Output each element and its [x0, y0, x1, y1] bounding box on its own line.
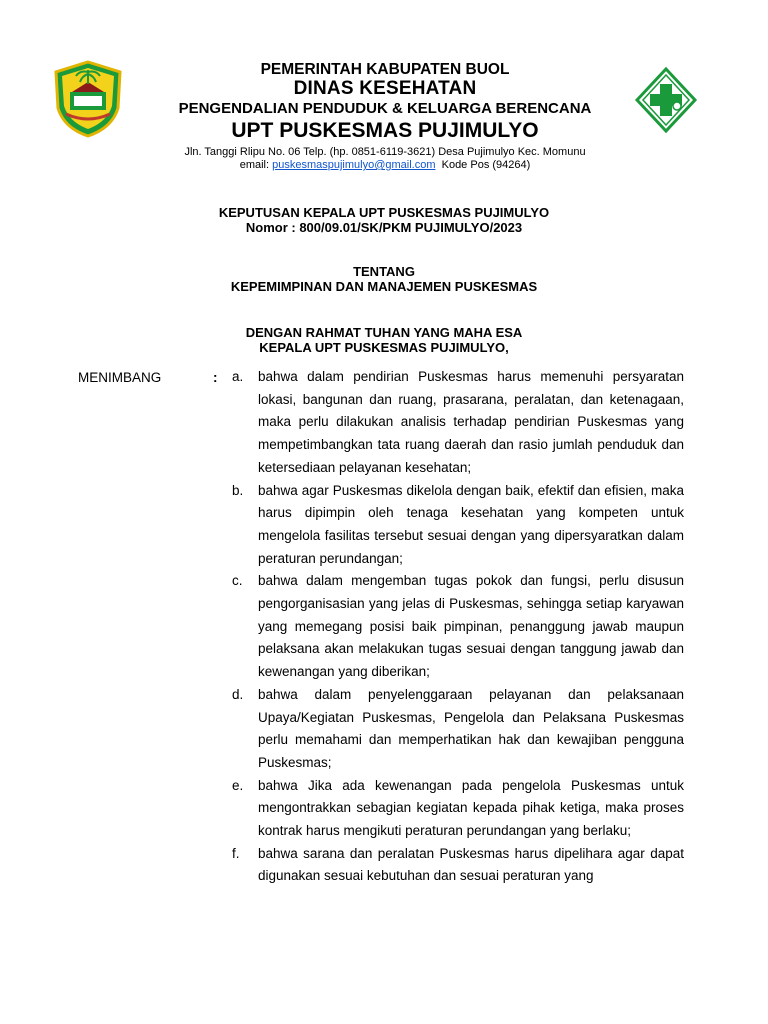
item-text: bahwa Jika ada kewenangan pada pengelola Puskesmas untuk mengontrakkan sebagian kegiatan kepada pihak ketiga, maka proses kontrak harus mengikuti peraturan perundangan yang berlaku; — [258, 777, 684, 839]
decree-number: Nomor : 800/09.01/SK/PKM PUJIMULYO/2023 — [245, 220, 523, 235]
address-line: Jln. Tanggi Rlipu No. 06 Telp. (hp. 0851-6119-3621) Desa Pujimulyo Kec. Momunu — [184, 146, 586, 158]
item-marker: e. — [232, 777, 244, 793]
list-item — [232, 684, 684, 775]
contact-line — [130, 159, 640, 172]
institution-name: UPT PUSKESMAS PUJIMULYO — [231, 119, 539, 142]
puskesmas-cross-icon — [633, 66, 699, 134]
email-link[interactable]: puskesmaspujimulyo@gmail.com — [272, 159, 436, 171]
list-item — [232, 843, 684, 888]
item-marker: f. — [232, 845, 240, 861]
item-text: bahwa agar Puskesmas dikelola dengan baik, efektif dan efisien, maka harus dipimpin oleh tenaga kesehatan yang kompeten untuk mengelola fasilitas tersebut sesuai dengan yang dipersyaratkan dalam peraturan perundangan; — [258, 482, 684, 566]
decree-heading — [0, 205, 768, 235]
item-text: bahwa dalam mengemban tugas pokok dan fungsi, perlu disusun pengorganisasian yang jelas di Puskesmas, sehingga setiap karyawan yang memegang posisi baik pimpinan, penanggung jawab maupun pelaksana akan melakukan tugas sesuai dengan tanggung jawab dan kewenangan yang diberikan; — [258, 573, 684, 680]
postal-code: Kode Pos (94264) — [435, 159, 531, 171]
letterhead — [130, 60, 640, 172]
government-name: PEMERINTAH KABUPATEN BUOL — [260, 61, 510, 78]
decree-title: KEPUTUSAN KEPALA UPT PUSKESMAS PUJIMULYO — [218, 205, 550, 220]
about-subject: KEPEMIMPINAN DAN MANAJEMEN PUSKESMAS — [230, 279, 538, 294]
preamble-line-2: KEPALA UPT PUSKESMAS PUJIMULYO, — [259, 340, 509, 355]
item-text: bahwa dalam penyelenggaraan pelayanan dan pelaksanaan Upaya/Kegiatan Puskesmas, Pengelola dan Pelaksana Puskesmas perlu memahami dan memperhatikan hak dan kewajiban pengguna Puskesmas; — [258, 686, 684, 770]
list-item — [232, 775, 684, 843]
item-marker: c. — [232, 573, 243, 589]
preamble-heading — [0, 325, 768, 355]
item-text: bahwa sarana dan peralatan Puskesmas harus dipelihara agar dapat digunakan sesuai kebutuhan dan sesuai peraturan yang — [258, 845, 684, 884]
email-label: email: — [239, 159, 273, 171]
menimbang-list — [232, 366, 684, 888]
item-marker: b. — [232, 482, 244, 498]
item-text: bahwa dalam pendirian Puskesmas harus memenuhi persyaratan lokasi, bangunan dan ruang, prasarana, peralatan, dan ketenagaan, maka perlu dilakukan analisis terhadap pendirian Puskesmas yang mempetimbangkan tata ruang daerah dan rasio jumlah penduduk dan ketersediaan pelayanan kesehatan; — [258, 369, 684, 475]
buol-regency-emblem-icon — [52, 60, 124, 138]
item-marker: a. — [232, 369, 244, 384]
preamble-line-1: DENGAN RAHMAT TUHAN YANG MAHA ESA — [245, 325, 523, 340]
list-item — [232, 366, 684, 480]
about-heading — [0, 264, 768, 294]
about-label: TENTANG — [353, 264, 415, 279]
agency-name: DINAS KESEHATAN — [293, 78, 477, 99]
agency-division: PENGENDALIAN PENDUDUK & KELUARGA BERENCANA — [178, 100, 592, 117]
list-item — [232, 570, 684, 684]
menimbang-label: MENIMBANG — [78, 370, 162, 385]
list-item — [232, 480, 684, 571]
item-marker: d. — [232, 686, 244, 702]
menimbang-colon: : — [213, 370, 218, 385]
